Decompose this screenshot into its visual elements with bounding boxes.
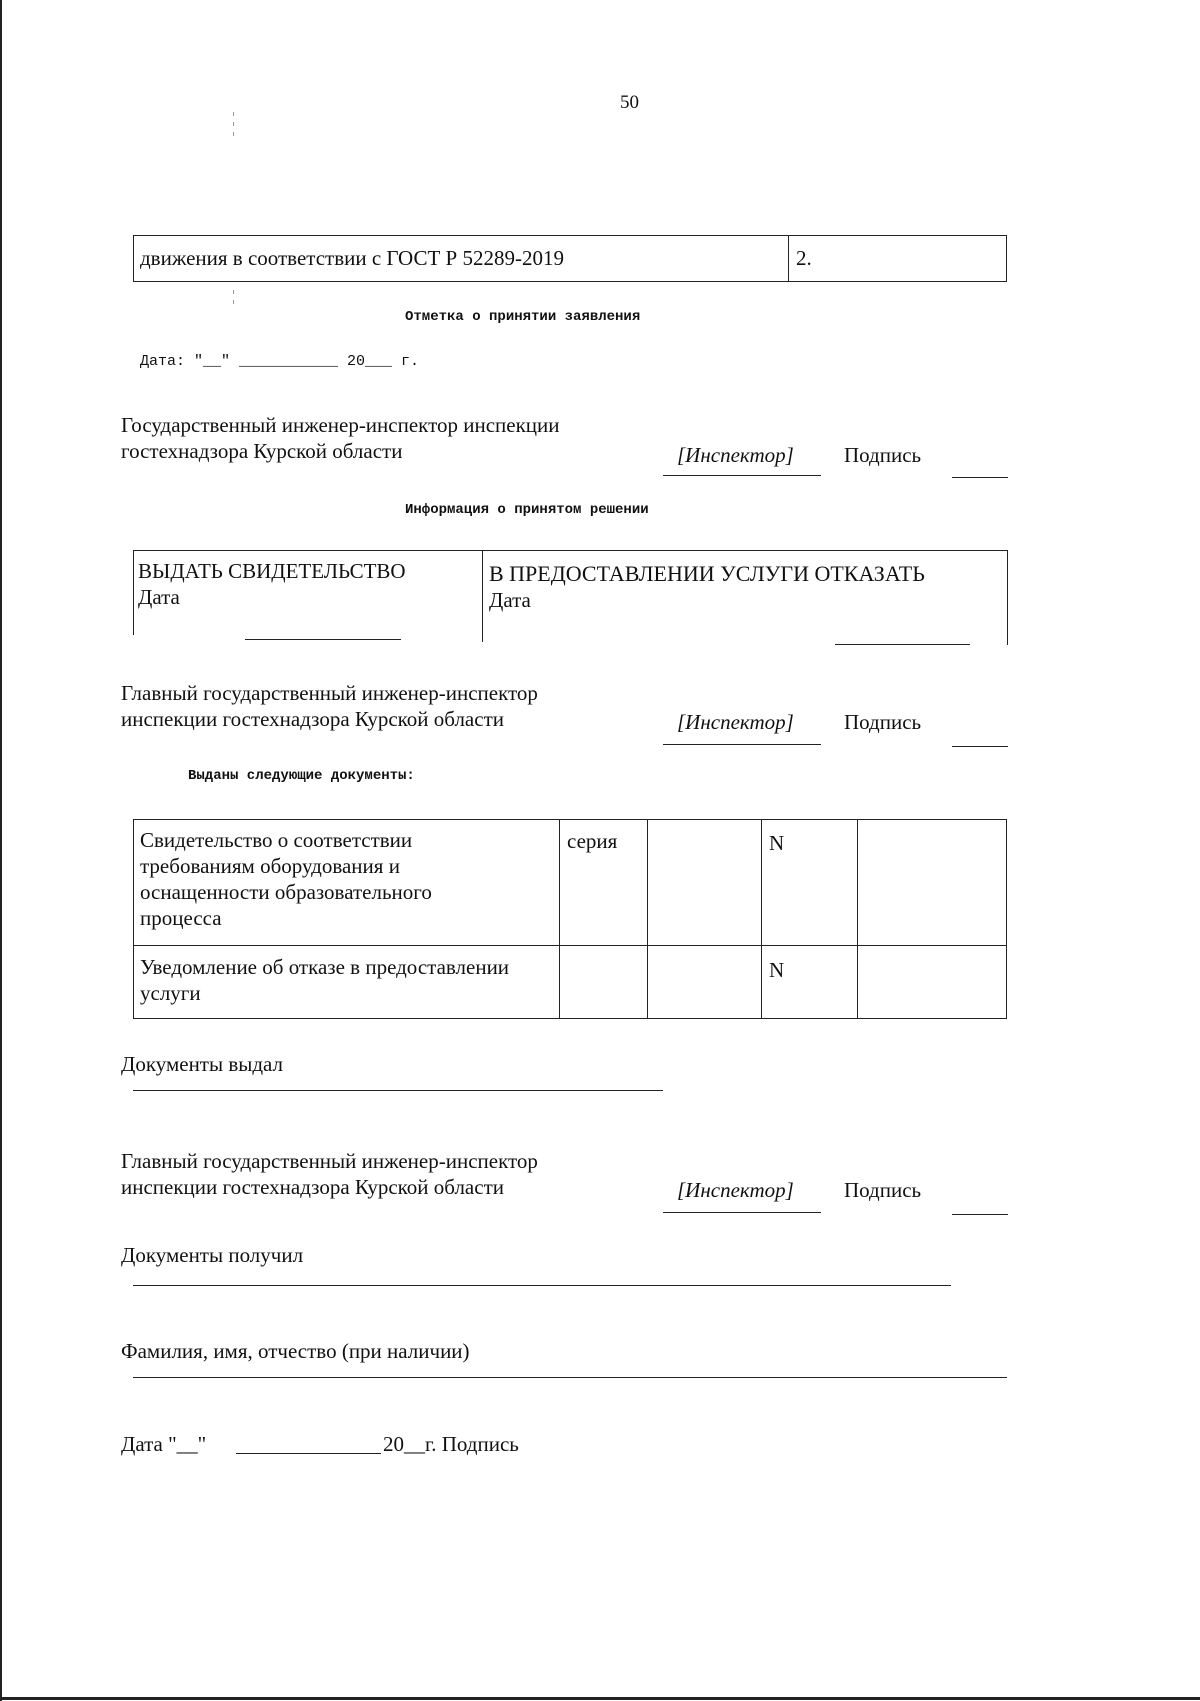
inspector1-title-line1: Государственный инженер-инспектор инспекции bbox=[121, 413, 560, 437]
issued-table-col-divider bbox=[647, 819, 648, 1019]
acceptance-heading: Отметка о принятии заявления bbox=[405, 309, 641, 325]
inspector3-sign-line bbox=[952, 1214, 1008, 1215]
decision-refuse-date-label: Дата bbox=[489, 588, 531, 612]
decision-issue-date-label: Дата bbox=[138, 585, 180, 609]
full-name-label: Фамилия, имя, отчество (при наличии) bbox=[121, 1339, 470, 1363]
decision-table-right bbox=[1007, 550, 1008, 645]
scan-speck bbox=[233, 290, 234, 294]
issued-row1-number-label: N bbox=[769, 831, 785, 855]
issued-row1-line: оснащенности образовательного bbox=[140, 880, 432, 904]
documents-issued-by-line bbox=[133, 1090, 663, 1091]
issued-row2-line: услуги bbox=[140, 981, 201, 1005]
top-table-divider bbox=[788, 235, 789, 282]
inspector1-role-underline bbox=[663, 475, 821, 476]
decision-table-top bbox=[133, 550, 1007, 551]
documents-issued-by-label: Документы выдал bbox=[121, 1052, 284, 1076]
issued-table-col-divider bbox=[857, 819, 858, 1019]
decision-issue-date-line bbox=[245, 639, 401, 640]
inspector3-title-line2: инспекции гостехнадзора Курской области bbox=[121, 1175, 504, 1199]
inspector2-role-underline bbox=[663, 744, 821, 745]
scan-edge-bottom bbox=[0, 1697, 1200, 1700]
acceptance-date-line: Дата: "__" ___________ 20___ г. bbox=[140, 353, 420, 370]
scan-speck bbox=[233, 112, 234, 116]
final-date-prefix: Дата "__" bbox=[121, 1432, 207, 1456]
inspector3-role-underline bbox=[663, 1212, 821, 1213]
issued-table-row-divider bbox=[133, 945, 1007, 946]
top-table-number: 2. bbox=[796, 246, 812, 270]
inspector3-title-line1: Главный государственный инженер-инспектор bbox=[121, 1149, 538, 1173]
decision-table-left bbox=[133, 550, 134, 635]
issued-row2-line: Уведомление об отказе в предоставлении bbox=[140, 955, 510, 979]
scan-speck bbox=[233, 132, 234, 136]
decision-issue-title: ВЫДАТЬ СВИДЕТЕЛЬСТВО bbox=[138, 559, 406, 583]
issued-heading: Выданы следующие документы: bbox=[188, 768, 415, 784]
scan-edge-left bbox=[0, 0, 2, 1701]
documents-received-by-line bbox=[133, 1285, 951, 1286]
inspector1-sign-line bbox=[952, 477, 1008, 478]
full-name-line bbox=[133, 1377, 1007, 1378]
decision-table-middle bbox=[482, 550, 483, 642]
issued-table-col-divider bbox=[761, 819, 762, 1019]
inspector3-role: [Инспектор] bbox=[677, 1178, 794, 1202]
issued-row2-number-label: N bbox=[769, 958, 785, 982]
issued-row1-line: процесса bbox=[140, 906, 222, 930]
inspector2-sign-line bbox=[952, 746, 1008, 747]
issued-row1-series-label: серия bbox=[567, 829, 618, 853]
documents-received-by-label: Документы получил bbox=[121, 1243, 304, 1267]
inspector3-sign-label: Подпись bbox=[844, 1178, 922, 1202]
scan-speck bbox=[233, 122, 234, 126]
inspector1-title-line2: гостехнадзора Курской области bbox=[121, 439, 403, 463]
page-number: 50 bbox=[620, 92, 639, 113]
inspector2-title-line2: инспекции гостехнадзора Курской области bbox=[121, 707, 504, 731]
inspector1-role: [Инспектор] bbox=[677, 443, 794, 467]
decision-refuse-date-line bbox=[835, 644, 970, 645]
decision-refuse-title: В ПРЕДОСТАВЛЕНИИ УСЛУГИ ОТКАЗАТЬ bbox=[489, 561, 925, 586]
final-date-blank bbox=[236, 1453, 381, 1454]
issued-row1-line: требованиям оборудования и bbox=[140, 854, 400, 878]
inspector2-role: [Инспектор] bbox=[677, 710, 794, 734]
issued-row1-line: Свидетельство о соответствии bbox=[140, 828, 413, 852]
issued-table-col-divider bbox=[559, 819, 560, 1019]
decision-heading: Информация о принятом решении bbox=[405, 502, 649, 518]
top-table-text: движения в соответствии с ГОСТ Р 52289-2019 bbox=[140, 246, 564, 270]
inspector2-sign-label: Подпись bbox=[844, 710, 922, 734]
inspector1-sign-label: Подпись bbox=[844, 443, 922, 467]
final-date-year-sign: 20__г. Подпись bbox=[383, 1432, 519, 1456]
inspector2-title-line1: Главный государственный инженер-инспектор bbox=[121, 681, 538, 705]
scan-speck bbox=[233, 300, 234, 304]
